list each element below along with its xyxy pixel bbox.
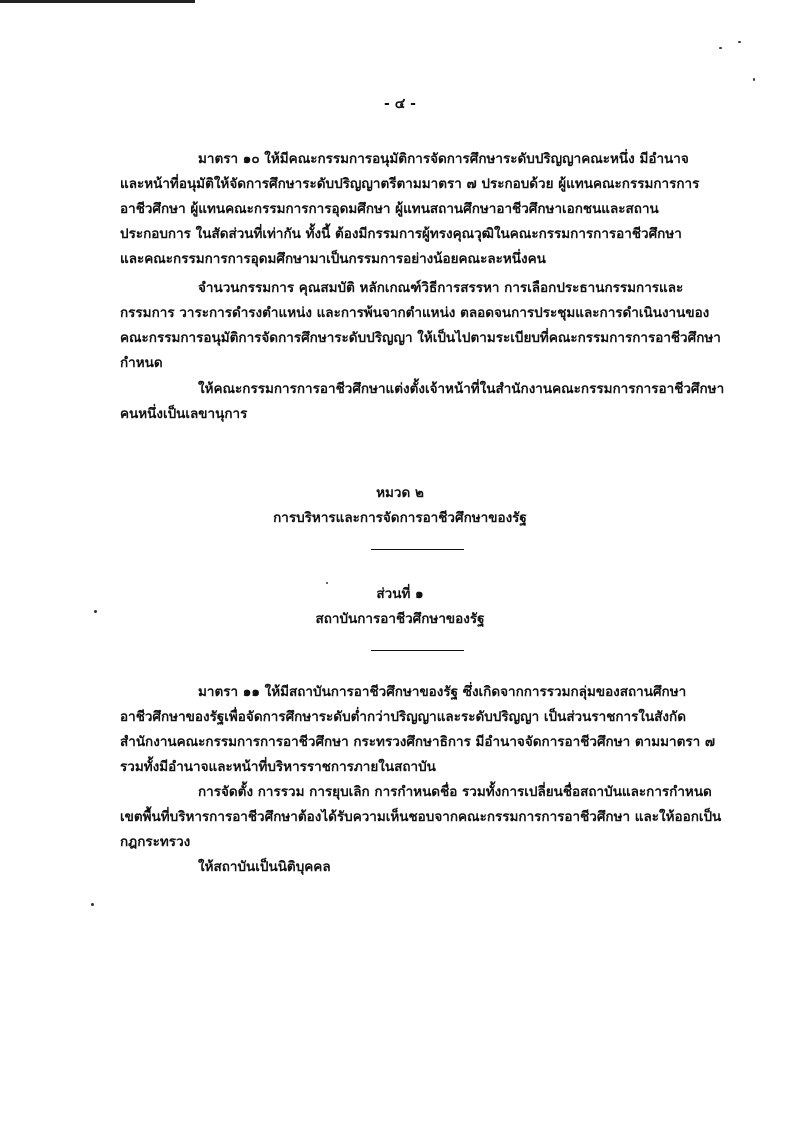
text-line: คนหนึ่งเป็นเลขานุการ xyxy=(120,406,248,422)
page-number: - ๔ - xyxy=(384,96,416,112)
part-title: สถาบันการอาชีวศึกษาของรัฐ xyxy=(315,611,485,627)
part-number: ส่วนที่ ๑ xyxy=(376,586,424,602)
text-line: กำหนด xyxy=(120,355,163,371)
text-line: คณะกรรมการอนุมัติการจัดการศึกษาระดับปริญญา ให้เป็นไปตามระเบียบที่คณะกรรมการการอาชีวศึกษา xyxy=(120,330,721,346)
text-line: เขตพื้นที่บริหารการอาชีวศึกษาต้องได้รับความเห็นชอบจากคณะกรรมการการอาชีวศึกษา และให้ออกเป็น xyxy=(120,809,722,825)
section-11-paragraph-1 xyxy=(120,680,720,780)
section-10-paragraph-3 xyxy=(120,377,725,427)
text-line: อาชีวศึกษา ผู้แทนคณะกรรมการการอุดมศึกษา ผู้แทนสถานศึกษาอาชีวศึกษาเอกชนและสถาน xyxy=(120,201,659,217)
text-line: ให้สถาบันเป็นนิติบุคคล xyxy=(198,859,331,875)
text-line: การจัดตั้ง การรวม การยุบเลิก การกำหนดชื่อ รวมทั้งการเปลี่ยนชื่อสถาบันและการกำหนด xyxy=(198,784,712,800)
scan-speck xyxy=(738,41,741,43)
text-line: และหน้าที่อนุมัติให้จัดการศึกษาระดับปริญญาตรีตามมาตรา ๗ ประกอบด้วย ผู้แทนคณะกรรมการการ xyxy=(120,176,700,192)
text-line: รวมทั้งมีอำนาจและหน้าที่บริหารราชการภายในสถาบัน xyxy=(120,759,436,775)
text-line: มาตรา ๑๑ ให้มีสถาบันการอาชีวศึกษาของรัฐ ซึ่งเกิดจากการรวมกลุ่มของสถานศึกษา xyxy=(198,684,687,700)
section-10-paragraph-2 xyxy=(120,276,720,376)
chapter-number: หมวด ๒ xyxy=(376,485,424,501)
text-line: ให้คณะกรรมการการอาชีวศึกษาแต่งตั้งเจ้าหน้าที่ในสำนักงานคณะกรรมการการอาชีวศึกษา xyxy=(198,381,725,397)
scan-top-rule xyxy=(0,0,195,3)
part-divider xyxy=(371,650,464,651)
chapter-heading xyxy=(0,481,800,531)
scan-speck xyxy=(91,903,94,906)
text-line: จำนวนกรรมการ คุณสมบัติ หลักเกณฑ์วิธีการสรรหา การเลือกประธานกรรมการและ xyxy=(198,280,684,296)
part-heading xyxy=(0,582,800,632)
text-line: มาตรา ๑๐ ให้มีคณะกรรมการอนุมัติการจัดการศึกษาระดับปริญญาคณะหนึ่ง มีอำนาจ xyxy=(198,151,689,167)
section-11-paragraph-2 xyxy=(120,780,720,855)
text-line: กฎกระทรวง xyxy=(120,834,191,850)
text-line: ประกอบการ ในสัดส่วนที่เท่ากัน ทั้งนี้ ต้องมีกรรมการผู้ทรงคุณวุฒิในคณะกรรมการการอาชีวศึกษา xyxy=(120,226,682,242)
chapter-divider xyxy=(371,549,464,550)
text-line: กรรมการ วาระการดำรงตำแหน่ง และการพ้นจากตำแหน่ง ตลอดจนการประชุมและการดำเนินงานของ xyxy=(120,305,710,321)
text-line: และคณะกรรมการการอุดมศึกษามาเป็นกรรมการอย่างน้อยคณะละหนึ่งคน xyxy=(120,251,546,267)
text-line: สำนักงานคณะกรรมการการอาชีวศึกษา กระทรวงศึกษาธิการ มีอำนาจจัดการอาชีวศึกษา ตามมาตรา ๗ xyxy=(120,734,716,750)
chapter-title: การบริหารและการจัดการอาชีวศึกษาของรัฐ xyxy=(273,510,527,526)
scan-speck xyxy=(753,78,755,81)
section-10-paragraph-1 xyxy=(120,147,720,272)
text-line: อาชีวศึกษาของรัฐเพื่อจัดการศึกษาระดับต่ำกว่าปริญญาและระดับปริญญา เป็นส่วนราชการในสังกัด xyxy=(120,709,686,725)
scan-speck xyxy=(719,47,722,49)
section-11-paragraph-3 xyxy=(120,855,720,880)
